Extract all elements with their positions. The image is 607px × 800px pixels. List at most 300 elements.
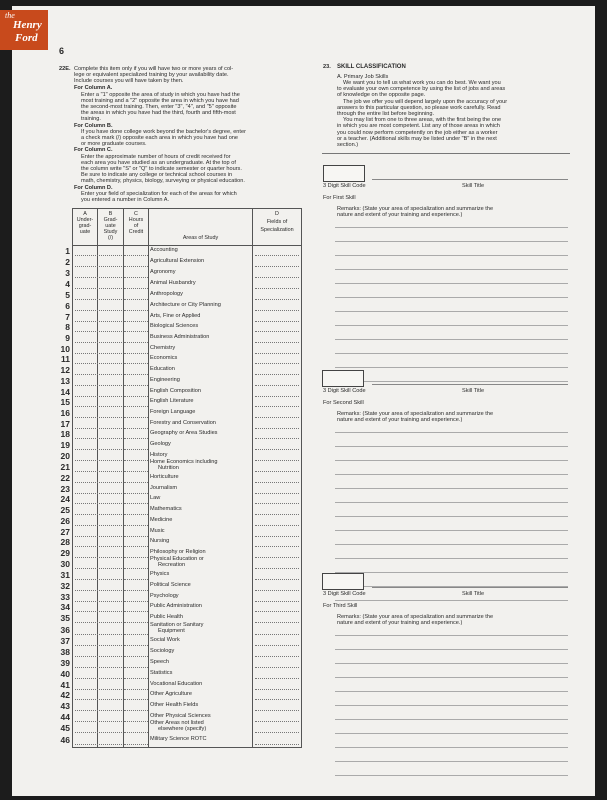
remarks-answer-line[interactable] [335,761,568,762]
entry-line [75,482,98,483]
row-number: 15 [60,397,70,407]
entry-line [124,744,148,745]
entry-line [99,277,122,278]
area-of-study: Education [150,366,175,372]
remarks-answer-line[interactable] [335,255,568,256]
entry-line [75,266,98,267]
remarks-answer-line[interactable] [335,474,568,475]
entry-line [75,493,98,494]
remarks-answer-line[interactable] [335,733,568,734]
entry-line [75,525,98,526]
remarks-answer-line[interactable] [335,381,568,382]
entry-line [124,255,148,256]
col-b-header: (/) [107,235,114,241]
remarks-answer-line[interactable] [335,530,568,531]
entry-line [75,678,98,679]
entry-line [124,449,148,450]
col-a-header: A [83,211,87,217]
remarks-answer-line[interactable] [335,719,568,720]
entry-line [75,579,98,580]
remarks-answer-line[interactable] [335,558,568,559]
entry-line [255,385,299,386]
skill-label: For Third Skill [323,603,358,609]
skill-code-box[interactable] [323,165,365,182]
remarks-answer-line[interactable] [335,747,568,748]
column-instruction-line: you entered a number in Column A. [81,197,169,203]
col-d-border [252,209,253,747]
entry-line [75,546,98,547]
entry-line [255,744,299,745]
entry-line [124,374,148,375]
remarks-answer-line[interactable] [335,502,568,503]
column-instruction-line: Be sure to indicate any college or technical school courses in [81,172,233,179]
remarks-answer-line[interactable] [335,775,568,776]
entry-line [124,689,148,690]
entry-line [99,374,122,375]
remarks-answer-line[interactable] [335,460,568,461]
row-number: 43 [60,701,70,711]
entry-line [255,482,299,483]
entry-line [99,634,122,635]
entry-line [99,396,122,397]
skill-code-box[interactable] [322,573,364,590]
entry-line [99,471,122,472]
column-instruction-line: most training and a "2" opposite the area in which you have had [81,97,239,104]
skill-title-line[interactable] [372,179,568,180]
entry-line [99,255,122,256]
row-number: 45 [60,723,70,733]
entry-line [255,363,299,364]
entry-line [255,645,299,646]
entry-line [99,363,122,364]
area-of-study: Architecture or City Planning [150,302,221,308]
entry-line [99,449,122,450]
entry-line [124,557,148,558]
paragraph-line: to evaluate your own competence by using the list of jobs and areas [337,86,506,93]
area-of-study: Public Health [150,614,183,620]
row-number: 9 [65,333,70,343]
remarks-answer-line[interactable] [335,339,568,340]
entry-line [75,590,98,591]
skill-code-box[interactable] [322,370,364,387]
entry-line [75,331,98,332]
row-number: 13 [60,376,70,386]
entry-line [255,514,299,515]
column-instruction-line: or more graduate courses. [81,141,147,148]
entry-line [99,438,122,439]
skill-code-label: 3 Digit Skill Code [323,183,366,189]
remarks-answer-line[interactable] [335,241,568,242]
column-instruction-title: For Column A. [74,85,113,92]
entry-line [75,396,98,397]
entry-line [99,710,122,711]
entry-line [99,417,122,418]
area-of-study: Economics [150,355,178,361]
col-a-header: Under- [76,217,94,223]
areas-header: Areas of Study [182,235,219,241]
remarks-answer-line[interactable] [335,488,568,489]
entry-line [255,428,299,429]
entry-line [99,656,122,657]
remarks-answer-line[interactable] [335,446,568,447]
entry-line [75,568,98,569]
row-number: 38 [60,647,70,657]
area-of-study: Recreation [158,562,186,568]
paragraph-line: or a teacher. (Additional skills may be listed under "B" in the next [337,135,497,142]
entry-line [75,310,98,311]
entry-line [255,460,299,461]
entry-line [124,331,148,332]
col-a-header: grad- [78,223,92,229]
area-of-study: Foreign Language [150,409,196,415]
entry-line [124,428,148,429]
col-d-header: Fields of [266,219,288,225]
entry-line [75,611,98,612]
entry-line [75,353,98,354]
entry-line [124,288,148,289]
remarks-answer-line[interactable] [335,649,568,650]
row-number: 26 [60,516,70,526]
skill-label: For First Skill [323,195,356,201]
row-number: 35 [60,613,70,623]
entry-line [99,557,122,558]
paragraph-line: in which you are most competent. List any of those areas in which [337,123,500,130]
col-d-header: Specialization [260,227,294,233]
entry-line [99,353,122,354]
entry-line [255,699,299,700]
henry-ford-logo [0,10,48,50]
row-number: 41 [60,680,70,690]
area-of-study: Social Work [150,637,180,643]
area-of-study: Other Health Fields [150,702,199,708]
entry-line [75,406,98,407]
header-divider [73,245,301,246]
entry-line [124,546,148,547]
entry-line [124,406,148,407]
remarks-answer-line[interactable] [335,705,568,706]
row-number: 33 [60,592,70,602]
entry-line [255,622,299,623]
entry-line [99,321,122,322]
entry-line [124,710,148,711]
area-of-study: Philosophy or Religion [150,549,206,555]
remarks-answer-line[interactable] [335,691,568,692]
entry-line [75,634,98,635]
entry-line [255,710,299,711]
entry-line [255,503,299,504]
entry-line [124,678,148,679]
col-a-header: uate [79,229,91,235]
entry-line [124,266,148,267]
entry-line [255,353,299,354]
entry-line [75,721,98,722]
row-number: 44 [60,712,70,722]
row-number: 17 [60,419,70,429]
row-number: 1 [65,246,70,256]
remarks-answer-line[interactable] [335,635,568,636]
area-of-study: Geography or Area Studies [150,430,218,436]
entry-line [124,277,148,278]
row-number: 10 [60,344,70,354]
entry-line [99,645,122,646]
entry-line [124,493,148,494]
entry-line [75,645,98,646]
entry-line [75,689,98,690]
remarks-line: nature and extent of your training and experience.) [337,417,463,423]
remarks-answer-line[interactable] [335,325,568,326]
row-number: 36 [60,625,70,635]
entry-line [255,288,299,289]
entry-line [124,656,148,657]
col-b-header: Grad- [103,217,118,223]
area-of-study: Sociology [150,648,175,654]
entry-line [75,710,98,711]
remarks-answer-line[interactable] [335,367,568,368]
remarks-answer-line[interactable] [335,516,568,517]
entry-line [255,634,299,635]
column-instruction-line: training. [81,116,101,123]
entry-line [75,514,98,515]
entry-line [99,699,122,700]
skill-title-label: Skill Title [462,388,485,394]
logo-text-line: the [5,11,15,20]
remarks-answer-line[interactable] [335,677,568,678]
entry-line [255,721,299,722]
row-number: 23 [60,484,70,494]
entry-line [75,438,98,439]
entry-line [124,503,148,504]
area-of-study: Statistics [150,670,173,676]
page-number: 6 [59,46,65,56]
col-c-header: of [133,223,139,229]
remarks-answer-line[interactable] [335,432,568,433]
entry-line [255,546,299,547]
column-instruction-line: the column write "S" or "Q" to indicate semester or quarter hours. [81,166,242,172]
column-instruction-line: If you have done college work beyond the bachelor's degree, enter [81,128,246,135]
paragraph-line: section.) [337,142,359,148]
area-of-study: English Composition [150,388,201,394]
entry-line [124,667,148,668]
area-of-study: English Literature [150,398,194,404]
entry-line [255,255,299,256]
entry-line [255,331,299,332]
row-number: 46 [60,735,70,745]
entry-line [75,449,98,450]
area-of-study: Sanitation or Sanitary [150,622,204,628]
area-of-study: Music [150,528,165,534]
area-of-study: Mathematics [150,506,182,512]
entry-line [99,331,122,332]
row-number: 32 [60,581,70,591]
entry-line [75,385,98,386]
area-of-study: Medicine [150,517,173,523]
entry-line [75,656,98,657]
entry-line [255,732,299,733]
row-number: 21 [60,462,70,472]
remarks-answer-line[interactable] [335,269,568,270]
entry-line [124,536,148,537]
entry-line [255,678,299,679]
area-of-study: Physics [150,571,170,577]
area-of-study: Engineering [150,377,180,383]
entry-line [99,678,122,679]
entry-line [99,525,122,526]
entry-line [124,601,148,602]
area-of-study: Accounting [150,247,178,253]
entry-line [99,546,122,547]
section-title: SKILL CLASSIFICATION [337,64,406,70]
entry-line [99,536,122,537]
entry-line [99,579,122,580]
entry-line [124,634,148,635]
column-instruction-title: For Column C. [74,147,113,154]
area-of-study: Horticulture [150,474,179,480]
entry-line [255,611,299,612]
row-number: 25 [60,505,70,515]
row-number: 4 [65,279,70,289]
area-of-study: Equipment [158,628,185,634]
remarks-answer-line[interactable] [335,283,568,284]
entry-line [124,525,148,526]
entry-line [124,645,148,646]
intro-line: Include courses you will have taken by then. [74,78,184,85]
entry-line [99,514,122,515]
column-instruction-line: the areas in which you have had the third, fourth and fifth-most [81,110,236,117]
entry-line [75,536,98,537]
col-b-header: uate [105,223,116,229]
row-number: 18 [60,429,70,439]
row-number: 30 [60,559,70,569]
entry-line [255,374,299,375]
entry-line [255,396,299,397]
entry-line [124,417,148,418]
entry-line [75,417,98,418]
subsection-title: A. Primary Job Skills [337,74,389,80]
entry-line [75,342,98,343]
row-number: 14 [60,387,70,397]
entry-line [255,449,299,450]
row-number: 11 [61,354,70,364]
intro-line: lege or equivalent specialized training by your availability date. [74,72,229,79]
column-instruction-line: math, chemistry, physics, biology, surveying or physical education. [81,178,245,185]
skill-title-line[interactable] [372,384,568,385]
area-of-study: Physical Education or [150,556,204,562]
row-number: 16 [60,408,70,418]
row-number: 8 [65,322,70,332]
entry-line [124,611,148,612]
paragraph-line: of knowledge on the opposite page. [337,92,426,99]
area-of-study: Anthropology [150,291,183,297]
entry-line [124,514,148,515]
entry-line [99,689,122,690]
col-c-header: Credit [128,229,144,235]
entry-line [99,667,122,668]
remarks-answer-line[interactable] [335,297,568,298]
entry-line [99,601,122,602]
remarks-line: Remarks: (State your area of specialization and summarize the [337,411,494,417]
row-number: 39 [60,658,70,668]
entry-line [99,744,122,745]
entry-line [99,299,122,300]
row-number: 29 [60,548,70,558]
row-number: 34 [60,602,70,612]
row-number: 6 [65,301,70,311]
area-of-study: elsewhere (specify) [158,726,207,732]
entry-line [255,342,299,343]
column-instruction-line: Enter a "1" opposite the area of study in which you have had the [81,91,240,98]
area-of-study: Public Administration [150,603,202,609]
entry-line [124,622,148,623]
entry-line [75,288,98,289]
entry-line [124,321,148,322]
remarks-answer-line[interactable] [335,663,568,664]
row-number: 24 [60,494,70,504]
paragraph-line: through the entire list before beginning. [337,111,435,117]
entry-line [255,590,299,591]
area-of-study: Journalism [150,485,178,491]
entry-line [255,277,299,278]
section-rule [322,153,570,154]
skill-title-line[interactable] [372,587,568,588]
remarks-answer-line[interactable] [335,600,568,601]
remarks-answer-line[interactable] [335,353,568,354]
entry-line [124,310,148,311]
entry-line [75,471,98,472]
entry-line [124,353,148,354]
skill-title-label: Skill Title [462,183,485,189]
entry-line [124,579,148,580]
entry-line [124,699,148,700]
entry-line [99,590,122,591]
entry-line [255,406,299,407]
area-of-study: Forestry and Conservation [150,420,216,426]
entry-line [99,310,122,311]
remarks-answer-line[interactable] [335,572,568,573]
entry-line [99,266,122,267]
row-number: 37 [60,636,70,646]
entry-line [124,342,148,343]
entry-line [124,363,148,364]
entry-line [124,721,148,722]
paragraph-line: You may list from one to three areas, with the first being the one [343,117,502,124]
remarks-answer-line[interactable] [335,311,568,312]
entry-line [255,568,299,569]
entry-line [99,611,122,612]
paragraph-line: The job we offer you will depend largely upon the accuracy of your [343,98,508,105]
entry-line [99,732,122,733]
skill-label: For Second Skill [323,400,364,406]
area-of-study: Home Economics including [150,459,218,465]
entry-line [124,385,148,386]
col-b-header: B [108,211,113,217]
entry-line [75,374,98,375]
entry-line [99,721,122,722]
area-of-study: Military Science ROTC [150,736,207,742]
area-of-study: Agricultural Extension [150,258,205,264]
entry-line [255,310,299,311]
entry-line [99,482,122,483]
area-of-study: Chemistry [150,345,176,351]
entry-line [255,525,299,526]
remarks-answer-line[interactable] [335,227,568,228]
entry-line [75,732,98,733]
entry-line [124,299,148,300]
entry-line [255,557,299,558]
entry-line [124,460,148,461]
remarks-answer-line[interactable] [335,544,568,545]
entry-line [255,656,299,657]
entry-line [99,288,122,289]
